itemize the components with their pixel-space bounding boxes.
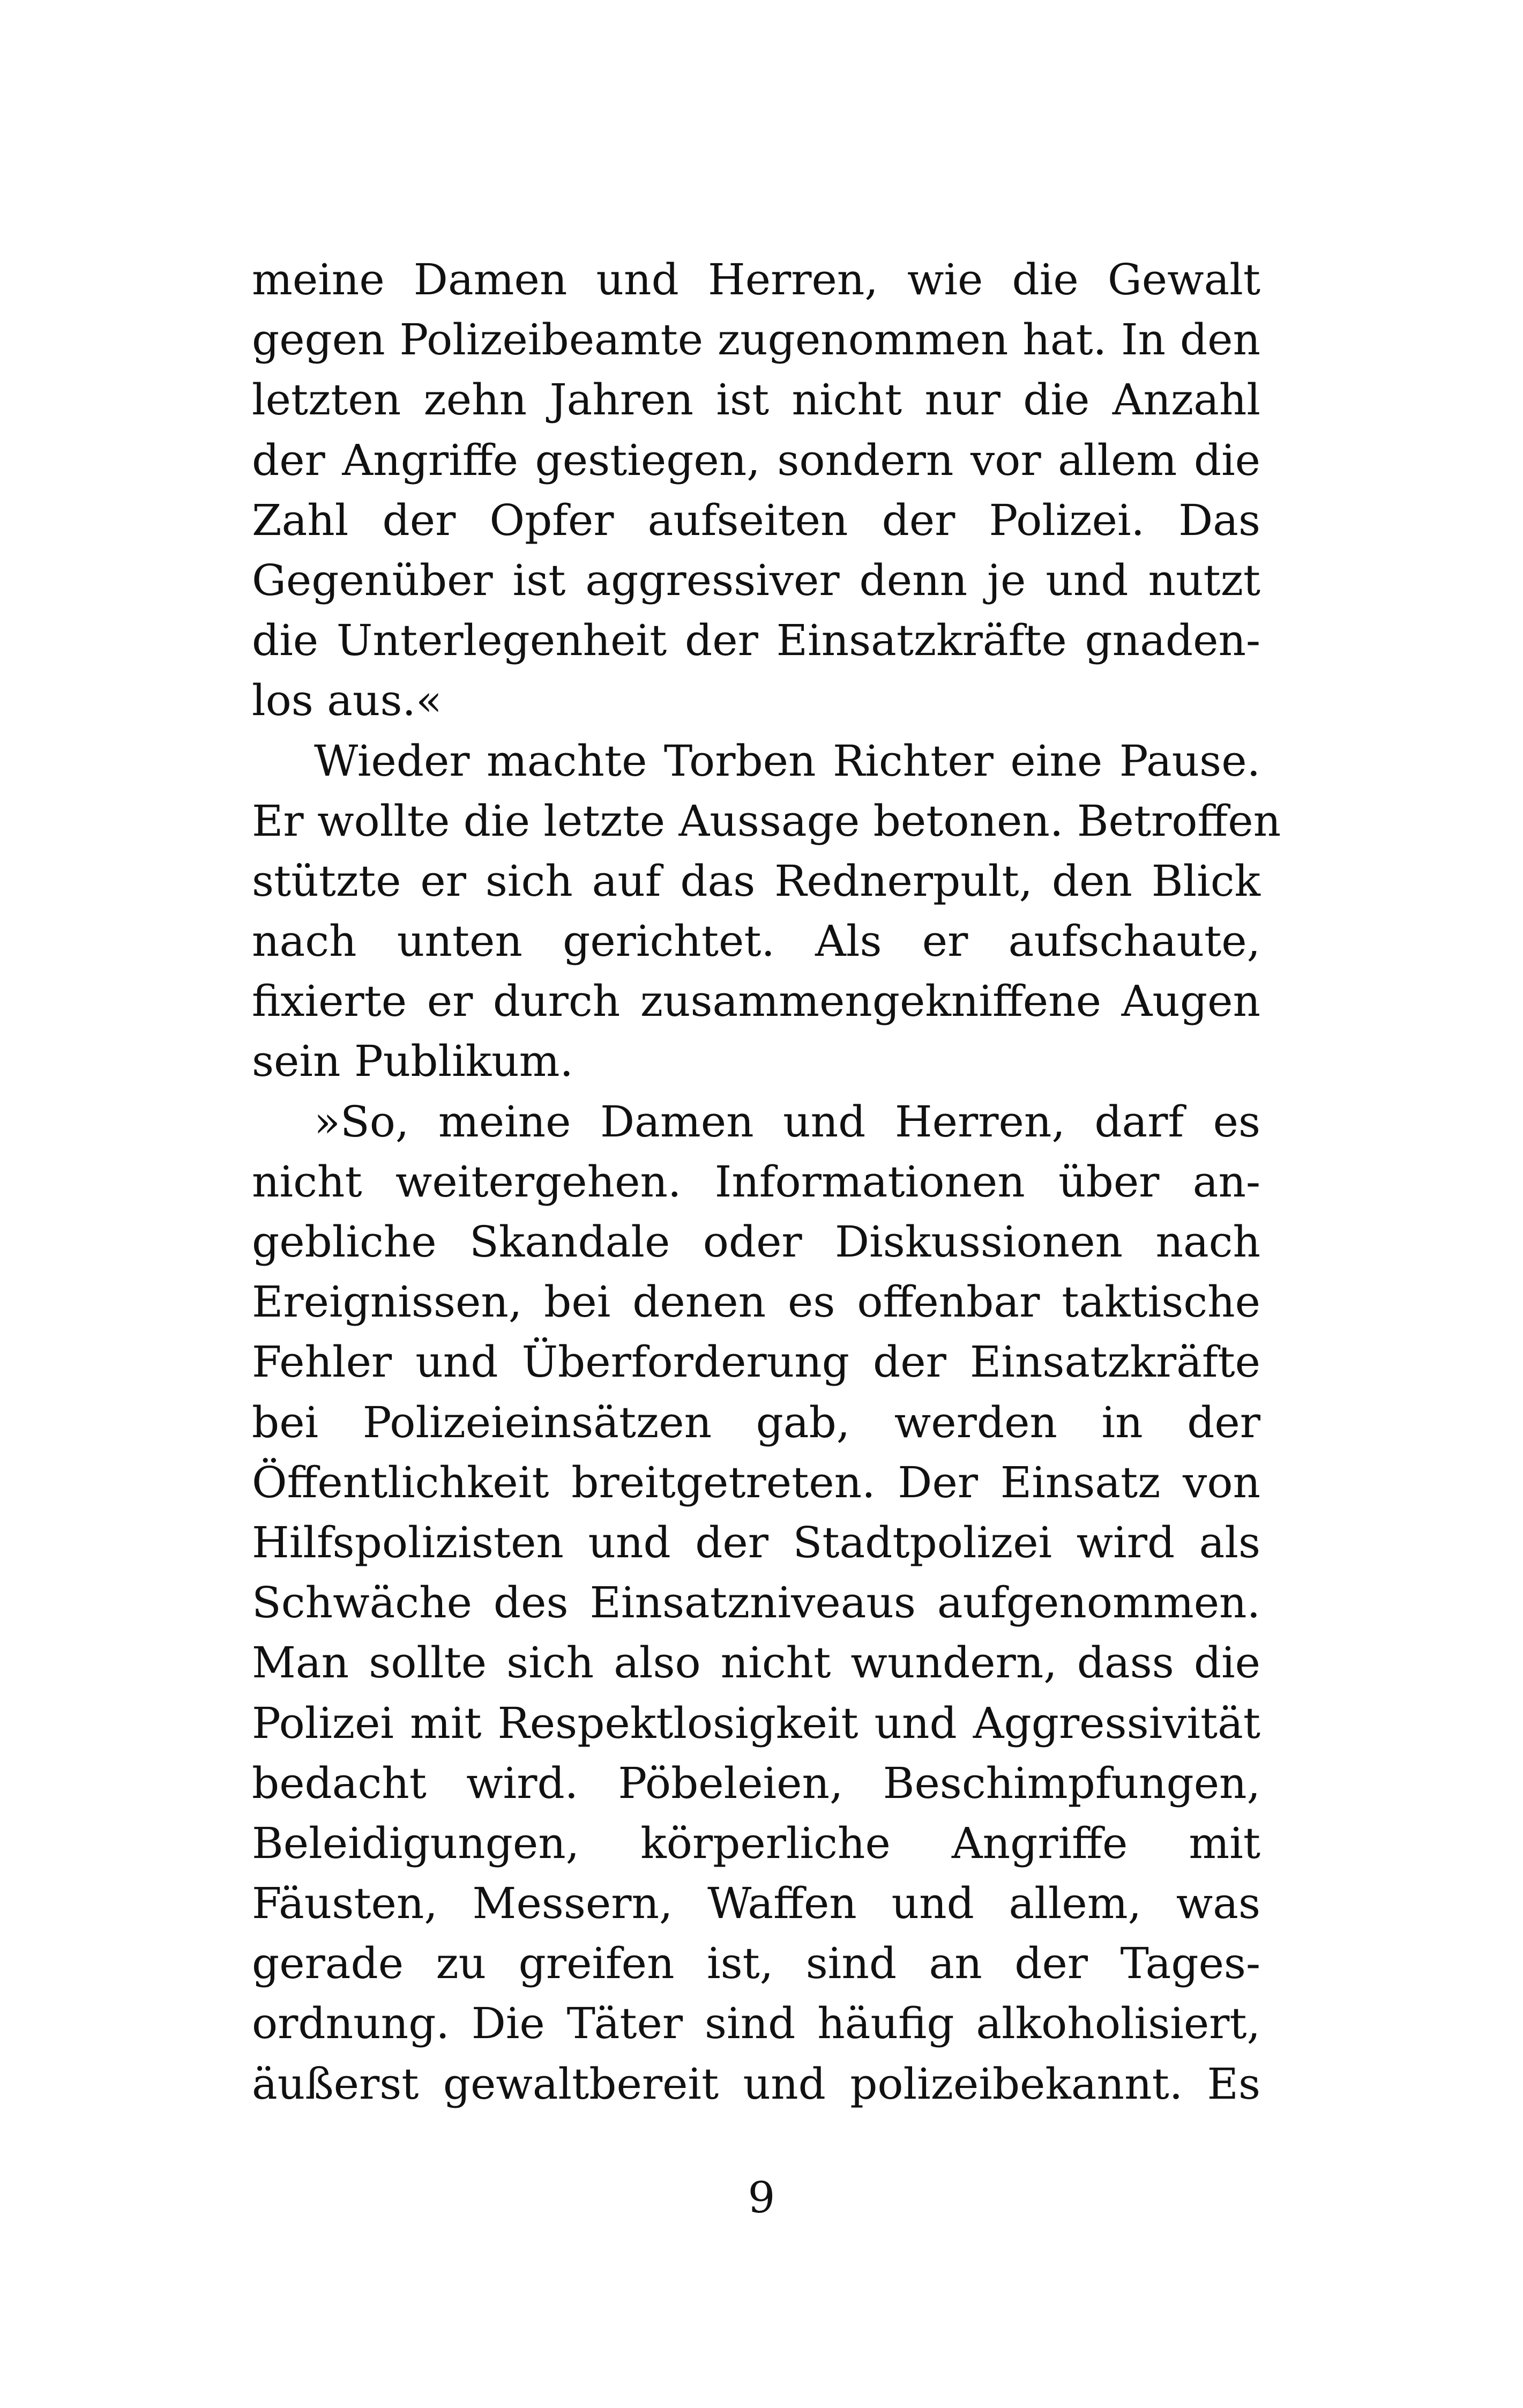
text-line: die Unterlegenheit der Einsatzkräfte gnaden- <box>252 615 1260 666</box>
text-line: nicht weitergehen. Informationen über an- <box>252 1156 1260 1207</box>
text-line: letzten zehn Jahren ist nicht nur die Anzahl <box>252 375 1260 425</box>
text-line: Gegenüber ist aggressiver denn je und nutzt <box>252 555 1260 605</box>
body-text <box>252 250 1281 2114</box>
text-line: fixierte er durch zusammengekniffene Augen <box>252 976 1260 1027</box>
text-line: Schwäche des Einsatzniveaus aufgenommen. <box>252 1578 1260 1628</box>
text-line: nach unten gerichtet. Als er aufschaute, <box>252 916 1260 967</box>
text-line: Öffentlichkeit breitgetreten. Der Einsatz von <box>252 1457 1260 1507</box>
text-line: stützte er sich auf das Rednerpult, den Blick <box>252 856 1260 906</box>
text-line: gerade zu greifen ist, sind an der Tages- <box>252 1938 1260 1989</box>
text-line: bei Polizeieinsätzen gab, werden in der <box>252 1397 1260 1447</box>
page-number: 9 <box>748 2173 775 2223</box>
text-line: bedacht wird. Pöbeleien, Beschimpfungen, <box>252 1758 1260 1808</box>
text-line: sein Publikum. <box>252 1036 573 1087</box>
text-line: Fehler und Überforderung der Einsatzkräfte <box>252 1337 1260 1387</box>
text-line: Zahl der Opfer aufseiten der Polizei. Das <box>252 495 1260 545</box>
text-line: Er wollte die letzte Aussage betonen. Betroffen <box>252 796 1281 846</box>
text-line: der Angriffe gestiegen, sondern vor allem die <box>252 435 1260 485</box>
text-line: Wieder machte Torben Richter eine Pause. <box>314 735 1260 786</box>
text-line: »So, meine Damen und Herren, darf es <box>314 1096 1260 1147</box>
text-line: Fäusten, Messern, Waffen und allem, was <box>252 1878 1260 1929</box>
text-line: gebliche Skandale oder Diskussionen nach <box>252 1217 1260 1267</box>
text-line: gegen Polizeibeamte zugenommen hat. In den <box>252 315 1260 365</box>
text-line: Man sollte sich also nicht wundern, dass die <box>252 1638 1260 1688</box>
text-line: ordnung. Die Täter sind häufig alkoholisiert, <box>252 1998 1260 2049</box>
text-line: Hilfspolizisten und der Stadtpolizei wird als <box>252 1517 1260 1567</box>
text-line: Beleidigungen, körperliche Angriffe mit <box>252 1818 1260 1868</box>
text-line: äußerst gewaltbereit und polizeibekannt. Es <box>252 2058 1260 2109</box>
text-line: Polizei mit Respektlosigkeit und Aggressivität <box>252 1698 1260 1748</box>
text-line: Ereignissen, bei denen es offenbar taktische <box>252 1277 1260 1327</box>
text-line: los aus.« <box>252 675 442 726</box>
text-line: meine Damen und Herren, wie die Gewalt <box>252 255 1260 304</box>
